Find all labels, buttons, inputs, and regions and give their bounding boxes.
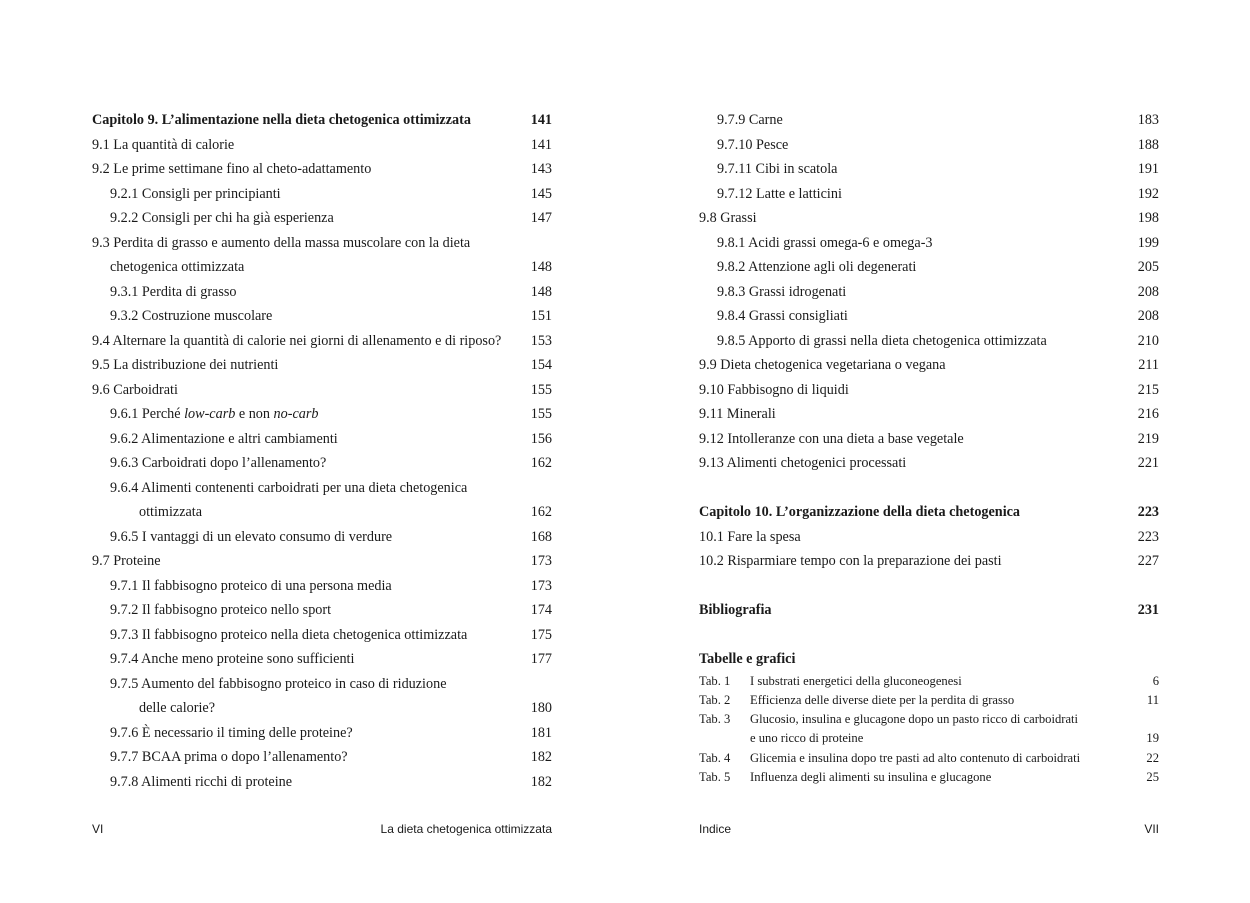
toc-entry-title: 9.7.1 Il fabbisogno proteico di una persona media bbox=[110, 577, 392, 594]
toc-entry-page: 154 bbox=[530, 357, 552, 373]
toc-entry-title: 9.7.6 È necessario il timing delle proteine? bbox=[110, 724, 353, 741]
toc-entry bbox=[92, 304, 552, 329]
toc-entry bbox=[699, 451, 1159, 476]
toc-entry-page: 215 bbox=[1137, 381, 1159, 398]
toc-entry-title: Capitolo 10. L’organizzazione della dieta chetogenica bbox=[699, 504, 1021, 520]
toc-entry-page: 151 bbox=[530, 308, 552, 324]
table-list-item bbox=[699, 768, 1159, 787]
toc-entry-title: 9.8.2 Attenzione agli oli degenerati bbox=[717, 259, 917, 275]
toc-entry-page: 188 bbox=[1137, 136, 1159, 153]
toc-entry-title: chetogenica ottimizzata bbox=[110, 259, 245, 275]
toc-entry-page: 173 bbox=[530, 577, 552, 594]
toc-entry bbox=[699, 353, 1159, 378]
table-title: Glicemia e insulina dopo tre pasti ad alto contenuto di carboidrati bbox=[750, 750, 1081, 765]
title-italic-part: no-carb bbox=[273, 406, 319, 422]
toc-entry-title: 9.7.4 Anche meno proteine sono sufficienti bbox=[110, 651, 355, 667]
table-title: Influenza degli alimenti su insulina e glucagone bbox=[750, 769, 992, 784]
toc-entry-title: 9.7.7 BCAA prima o dopo l’allenamento? bbox=[110, 749, 348, 765]
toc-entry bbox=[92, 231, 552, 256]
toc-entry-title: 9.2 Le prime settimane fino al cheto-adattamento bbox=[92, 161, 372, 177]
toc-entry bbox=[699, 329, 1159, 354]
table-page: 11 bbox=[1146, 692, 1159, 707]
toc-entry bbox=[699, 206, 1159, 231]
title-part: e non bbox=[235, 406, 274, 422]
toc-entry-page: 219 bbox=[1137, 430, 1159, 447]
toc-entry bbox=[92, 108, 552, 133]
toc-entry-page: 148 bbox=[530, 283, 552, 300]
tables-heading: Tabelle e grafici bbox=[699, 651, 796, 667]
table-page: 6 bbox=[1152, 673, 1159, 688]
toc-entry-title: 9.6.4 Alimenti contenenti carboidrati per una dieta chetogenica bbox=[110, 479, 468, 496]
toc-entry-page: 153 bbox=[530, 332, 552, 349]
table-list-item bbox=[699, 672, 1159, 691]
toc-entry-page: 199 bbox=[1137, 234, 1159, 251]
toc-entry-page: 183 bbox=[1137, 112, 1159, 128]
toc-entry-title: 9.7.8 Alimenti ricchi di proteine bbox=[110, 773, 293, 790]
toc-entry bbox=[699, 402, 1159, 427]
toc-entry-title: 9.9 Dieta chetogenica vegetariana o vegana bbox=[699, 357, 946, 373]
toc-entry-title: 9.3.2 Costruzione muscolare bbox=[110, 308, 273, 324]
toc-entry bbox=[92, 623, 552, 648]
toc-entry-title: 10.1 Fare la spesa bbox=[699, 528, 801, 545]
toc-entry bbox=[92, 255, 552, 280]
title-italic-part: low-carb bbox=[184, 406, 236, 422]
table-label: Tab. 4 bbox=[699, 750, 731, 765]
toc-entry bbox=[699, 280, 1159, 305]
toc-entry bbox=[92, 206, 552, 231]
toc-entry-page: 210 bbox=[1137, 332, 1159, 349]
left-page bbox=[92, 0, 552, 903]
toc-entry-title: 9.7.2 Il fabbisogno proteico nello sport bbox=[110, 602, 332, 618]
toc-entry-page: 155 bbox=[530, 406, 552, 422]
toc-entry-page: 227 bbox=[1137, 553, 1159, 569]
toc-entry bbox=[92, 549, 552, 574]
table-title: e uno ricco di proteine bbox=[750, 731, 864, 746]
table-label: Tab. 3 bbox=[699, 712, 731, 727]
toc-entry bbox=[92, 770, 552, 795]
toc-entry bbox=[92, 721, 552, 746]
toc-entry-page: 148 bbox=[530, 259, 552, 275]
toc-entry-page: 192 bbox=[1137, 185, 1159, 202]
toc-entry bbox=[699, 500, 1159, 525]
toc-entry-title bbox=[92, 402, 523, 427]
toc-entry-page: 182 bbox=[530, 773, 552, 790]
toc-entry-title: 9.5 La distribuzione dei nutrienti bbox=[92, 357, 279, 373]
toc-entry-title: 9.13 Alimenti chetogenici processati bbox=[699, 455, 907, 471]
toc-entry-page: 205 bbox=[1137, 259, 1159, 275]
toc-entry-page: 175 bbox=[530, 626, 552, 643]
toc-entry-page: 173 bbox=[530, 553, 552, 569]
toc-entry bbox=[92, 598, 552, 623]
toc-entry bbox=[92, 133, 552, 158]
toc-entry-page: 168 bbox=[530, 528, 552, 545]
toc-entry-page: 216 bbox=[1137, 406, 1159, 422]
tables-list bbox=[699, 672, 1159, 788]
toc-entry-title: 9.6.2 Alimentazione e altri cambiamenti bbox=[110, 430, 338, 447]
toc-entry bbox=[92, 574, 552, 599]
table-list-item bbox=[699, 710, 1159, 729]
page-footer-right bbox=[699, 822, 1159, 836]
section-title: Indice bbox=[699, 822, 732, 836]
table-of-contents-right bbox=[699, 108, 1159, 787]
toc-entry-page: 211 bbox=[1138, 357, 1159, 373]
toc-entry-page: 223 bbox=[1137, 504, 1159, 520]
toc-entry-title: 9.4 Alternare la quantità di calorie nei giorni di allenamento e di riposo? bbox=[92, 332, 502, 349]
toc-entry-title: ottimizzata bbox=[139, 504, 203, 520]
toc-entry bbox=[92, 182, 552, 207]
toc-entry-title: 9.6.5 I vantaggi di un elevato consumo di verdure bbox=[110, 528, 393, 545]
table-page: 22 bbox=[1146, 750, 1159, 765]
toc-entry bbox=[699, 598, 1159, 623]
toc-entry-page: 208 bbox=[1137, 283, 1159, 300]
toc-entry bbox=[92, 696, 552, 721]
toc-entry-page: 145 bbox=[530, 185, 552, 202]
toc-entry-title: 9.7 Proteine bbox=[92, 553, 161, 569]
toc-entry-title: 9.3.1 Perdita di grasso bbox=[110, 283, 237, 300]
toc-entry bbox=[92, 500, 552, 525]
toc-entry-title: 9.7.12 Latte e latticini bbox=[717, 185, 842, 202]
toc-entry bbox=[699, 304, 1159, 329]
toc-entry bbox=[699, 255, 1159, 280]
toc-entry-title: 9.7.9 Carne bbox=[717, 112, 783, 128]
toc-entry-title: delle calorie? bbox=[139, 700, 216, 716]
toc-entry-page: 221 bbox=[1137, 455, 1159, 471]
toc-entry-title: 10.2 Risparmiare tempo con la preparazione dei pasti bbox=[699, 553, 1002, 569]
table-list-item bbox=[699, 749, 1159, 768]
toc-entry-page: 143 bbox=[530, 161, 552, 177]
toc-entry-title: 9.8.1 Acidi grassi omega-6 e omega-3 bbox=[717, 234, 933, 251]
table-title: Glucosio, insulina e glucagone dopo un pasto ricco di carboidrati bbox=[750, 712, 1079, 727]
toc-entry-page: 182 bbox=[530, 749, 552, 765]
toc-entry bbox=[699, 133, 1159, 158]
toc-entry-title: 9.8.4 Grassi consigliati bbox=[717, 308, 848, 324]
toc-entry bbox=[92, 329, 552, 354]
toc-entry-title: 9.3 Perdita di grasso e aumento della massa muscolare con la dieta bbox=[92, 234, 471, 251]
toc-entry bbox=[92, 451, 552, 476]
toc-entry-page: 191 bbox=[1137, 161, 1159, 177]
toc-entry bbox=[699, 182, 1159, 207]
table-list-item bbox=[699, 691, 1159, 710]
toc-entry-title: 9.6 Carboidrati bbox=[92, 381, 178, 398]
toc-entry bbox=[699, 231, 1159, 256]
toc-entry-page: 155 bbox=[530, 381, 552, 398]
toc-entry-page: 177 bbox=[530, 651, 552, 667]
toc-entry-title: 9.8.3 Grassi idrogenati bbox=[717, 283, 847, 300]
toc-entry bbox=[92, 672, 552, 697]
toc-entry-title: 9.7.10 Pesce bbox=[717, 136, 789, 153]
toc-entry-page: 174 bbox=[530, 602, 552, 618]
toc-entry-page: 223 bbox=[1137, 528, 1159, 545]
toc-entry-page: 156 bbox=[530, 430, 552, 447]
toc-entry-title: 9.7.3 Il fabbisogno proteico nella dieta chetogenica ottimizzata bbox=[110, 626, 468, 643]
toc-entry bbox=[92, 353, 552, 378]
title-part: 9.6.1 Perché bbox=[110, 406, 185, 422]
page-footer-left bbox=[92, 822, 552, 836]
toc-entry bbox=[699, 525, 1159, 550]
table-of-contents-left bbox=[92, 108, 552, 794]
toc-entry-page: 162 bbox=[530, 455, 552, 471]
page-number: VII bbox=[1144, 822, 1159, 836]
table-label: Tab. 5 bbox=[699, 769, 731, 784]
toc-entry-title: 9.6.3 Carboidrati dopo l’allenamento? bbox=[110, 455, 327, 471]
toc-entry-page: 141 bbox=[530, 112, 552, 128]
toc-entry-title: 9.2.2 Consigli per chi ha già esperienza bbox=[110, 210, 334, 226]
toc-entry-title: 9.7.11 Cibi in scatola bbox=[717, 161, 838, 177]
toc-entry-title: 9.1 La quantità di calorie bbox=[92, 136, 235, 153]
toc-entry bbox=[92, 402, 552, 427]
table-page: 19 bbox=[1146, 731, 1159, 746]
toc-entry-page: 208 bbox=[1137, 308, 1159, 324]
running-title: La dieta chetogenica ottimizzata bbox=[380, 822, 552, 836]
toc-entry bbox=[92, 745, 552, 770]
table-title: Efficienza delle diverse diete per la perdita di grasso bbox=[750, 692, 1015, 707]
toc-entry-page: 198 bbox=[1137, 210, 1159, 226]
toc-entry-title: 9.8 Grassi bbox=[699, 210, 757, 226]
toc-entry-page: 147 bbox=[530, 210, 552, 226]
table-label: Tab. 1 bbox=[699, 673, 731, 688]
toc-entry bbox=[699, 108, 1159, 133]
page-number: VI bbox=[92, 822, 104, 836]
toc-entry-title: Bibliografia bbox=[699, 602, 772, 618]
toc-entry-page: 181 bbox=[530, 724, 552, 741]
table-label: Tab. 2 bbox=[699, 692, 731, 707]
toc-entry bbox=[92, 378, 552, 403]
table-title: I substrati energetici della gluconeogenesi bbox=[750, 673, 962, 688]
toc-entry-title: 9.11 Minerali bbox=[699, 406, 776, 422]
toc-entry-page: 231 bbox=[1137, 602, 1159, 618]
toc-entry-title: 9.7.5 Aumento del fabbisogno proteico in caso di riduzione bbox=[110, 675, 447, 692]
toc-entry-title: 9.10 Fabbisogno di liquidi bbox=[699, 381, 849, 398]
toc-entry-title: 9.2.1 Consigli per principianti bbox=[110, 185, 281, 202]
toc-entry-page: 180 bbox=[530, 700, 552, 716]
toc-entry bbox=[699, 157, 1159, 182]
toc-entry bbox=[92, 157, 552, 182]
toc-entry-title: 9.8.5 Apporto di grassi nella dieta chetogenica ottimizzata bbox=[717, 332, 1047, 349]
toc-entry-page: 141 bbox=[530, 136, 552, 153]
toc-entry-title: 9.12 Intolleranze con una dieta a base vegetale bbox=[699, 430, 964, 447]
toc-entry bbox=[699, 427, 1159, 452]
toc-entry bbox=[699, 378, 1159, 403]
toc-entry bbox=[92, 647, 552, 672]
toc-entry bbox=[699, 549, 1159, 574]
toc-entry bbox=[92, 280, 552, 305]
table-list-item bbox=[699, 729, 1159, 748]
right-page bbox=[699, 0, 1159, 903]
toc-entry-page: 162 bbox=[530, 504, 552, 520]
toc-entry bbox=[92, 427, 552, 452]
toc-entry-title: Capitolo 9. L’alimentazione nella dieta chetogenica ottimizzata bbox=[92, 112, 471, 128]
table-page: 25 bbox=[1146, 769, 1159, 784]
toc-entry bbox=[92, 525, 552, 550]
toc-entry bbox=[92, 476, 552, 501]
